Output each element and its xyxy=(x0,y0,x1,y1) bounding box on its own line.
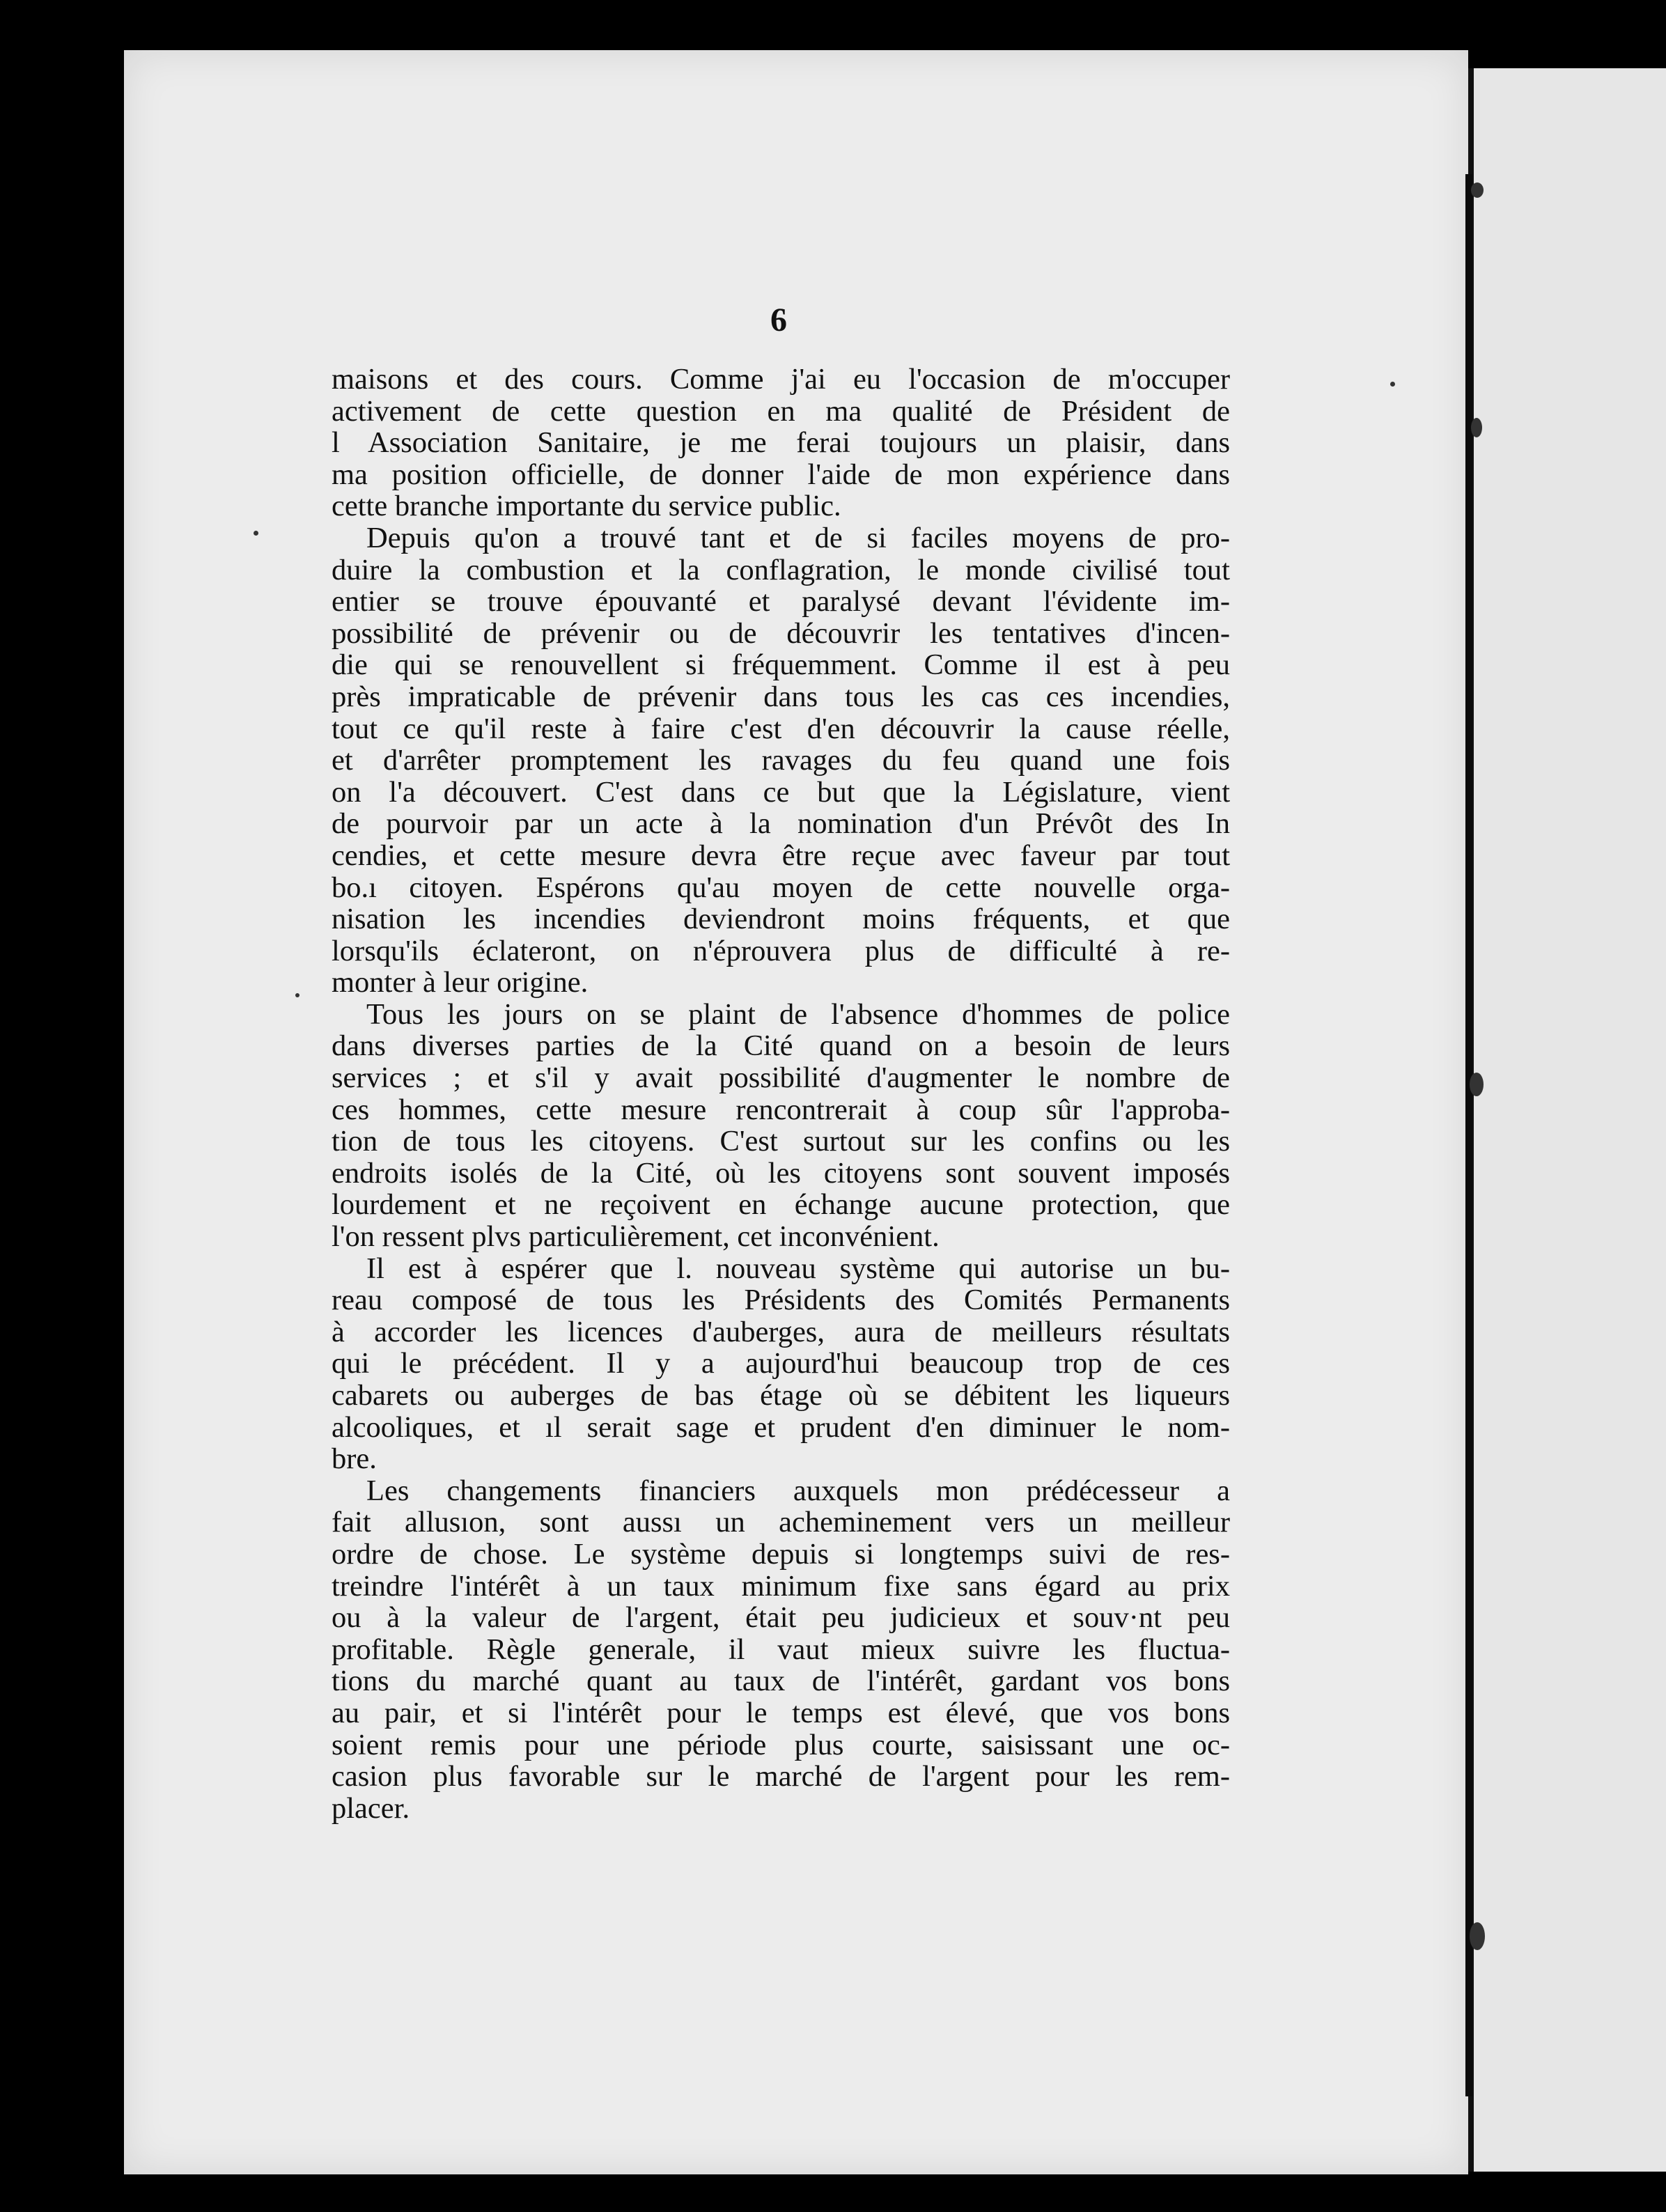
paragraph-2 xyxy=(332,522,1230,999)
paragraph-3 xyxy=(332,999,1230,1253)
paragraph-1 xyxy=(332,364,1230,522)
facing-page-edge xyxy=(1468,68,1666,2172)
dust-speck xyxy=(1390,382,1395,387)
text-line: l Association Sanitaire, je me ferai toujours un plaisir, dans xyxy=(332,426,1230,460)
text-line: Il est à espérer que l. nouveau système qui autorise un bu- xyxy=(366,1252,1230,1285)
paragraph-5 xyxy=(332,1475,1230,1825)
text-line: ordre de chose. Le système depuis si longtemps suivi de res- xyxy=(332,1537,1230,1571)
binding-mark xyxy=(1470,1073,1484,1096)
text-line: maisons et des cours. Comme j'ai eu l'occasion de m'occuper xyxy=(332,363,1230,396)
text-line: ou à la valeur de l'argent, était peu judicieux et souv·nt peu xyxy=(332,1601,1230,1635)
text-line: tout ce qu'il reste à faire c'est d'en découvrir la cause réelle, xyxy=(332,712,1230,745)
text-line: nisation les incendies deviendront moins fréquents, et que xyxy=(332,903,1230,936)
text-line: placer. xyxy=(332,1791,410,1825)
text-line: près impraticable de prévenir dans tous les cas ces incendies, xyxy=(332,680,1230,713)
text-line: entier se trouve épouvanté et paralysé devant l'évidente im- xyxy=(332,585,1230,618)
text-line: alcooliques, et ıl serait sage et prudent d'en diminuer le nom- xyxy=(332,1410,1230,1444)
text-line: monter à leur origine. xyxy=(332,966,589,999)
text-line: duire la combustion et la conflagration, le monde civilisé tout xyxy=(332,553,1230,586)
text-line: soient remis pour une période plus courte, saisissant une oc- xyxy=(332,1728,1230,1761)
text-line: lorsqu'ils éclateront, on n'éprouvera plus de difficulté à re- xyxy=(332,934,1230,967)
text-line: à accorder les licences d'auberges, aura de meilleurs résultats xyxy=(332,1315,1230,1348)
dust-speck xyxy=(254,531,258,536)
text-line: services ; et s'il y avait possibilité d'augmenter le nombre de xyxy=(332,1061,1230,1095)
text-line: profitable. Règle generale, il vaut mieux suivre les fluctua- xyxy=(332,1633,1230,1666)
binding-mark xyxy=(1470,1922,1485,1950)
text-line: cette branche importante du service public. xyxy=(332,490,841,523)
page-number: 6 xyxy=(770,302,787,338)
text-line: lourdement et ne reçoivent en échange aucune protection, que xyxy=(332,1188,1230,1222)
dust-speck xyxy=(295,993,299,997)
text-line: cendies, et cette mesure devra être reçue avec faveur par tout xyxy=(332,839,1230,872)
text-line: au pair, et si l'intérêt pour le temps est élevé, que vos bons xyxy=(332,1696,1230,1729)
text-line: reau composé de tous les Présidents des Comités Permanents xyxy=(332,1284,1230,1317)
text-line: possibilité de prévenir ou de découvrir les tentatives d'incen- xyxy=(332,616,1230,650)
text-line: Depuis qu'on a trouvé tant et de si faciles moyens de pro- xyxy=(366,521,1230,554)
text-line: de pourvoir par un acte à la nomination d'un Prévôt des In xyxy=(332,807,1230,841)
text-line: dans diverses parties de la Cité quand on a besoin de leurs xyxy=(332,1029,1230,1063)
text-line: on l'a découvert. C'est dans ce but que la Législature, vient xyxy=(332,775,1230,809)
text-line: cabarets ou auberges de bas étage où se débitent les liqueurs xyxy=(332,1379,1230,1412)
paragraph-4 xyxy=(332,1253,1230,1475)
text-line: treindre l'intérêt à un taux minimum fixe sans égard au prix xyxy=(332,1569,1230,1603)
text-line: ces hommes, cette mesure rencontrerait à coup sûr l'approba- xyxy=(332,1093,1230,1126)
text-line: Tous les jours on se plaint de l'absence d'hommes de police xyxy=(366,997,1230,1031)
text-line: ma position officielle, de donner l'aide de mon expérience dans xyxy=(332,458,1230,491)
text-line: l'on ressent plvs particulièrement, cet inconvénient. xyxy=(332,1220,940,1254)
text-line: tions du marché quant au taux de l'intérêt, gardant vos bons xyxy=(332,1665,1230,1698)
text-line: qui le précédent. Il y a aujourd'hui beaucoup trop de ces xyxy=(332,1347,1230,1380)
binding-mark xyxy=(1471,418,1482,437)
text-line: die qui se renouvellent si fréquemment. Comme il est à peu xyxy=(332,648,1230,682)
text-line: bo.ı citoyen. Espérons qu'au moyen de cette nouvelle orga- xyxy=(332,871,1230,904)
text-line: bre. xyxy=(332,1442,377,1476)
binding-mark xyxy=(1471,182,1484,198)
text-line: endroits isolés de la Cité, où les citoyens sont souvent imposés xyxy=(332,1156,1230,1190)
body-text xyxy=(332,364,1230,1824)
text-line: tion de tous les citoyens. C'est surtout sur les confins ou les xyxy=(332,1125,1230,1158)
text-line: casion plus favorable sur le marché de l'argent pour les rem- xyxy=(332,1760,1230,1793)
text-line: Les changements financiers auxquels mon prédécesseur a xyxy=(366,1474,1230,1507)
binding-shadow xyxy=(1465,174,1472,2096)
text-line: et d'arrêter promptement les ravages du feu quand une fois xyxy=(332,744,1230,777)
text-line: fait allusıon, sont aussı un acheminement vers un meilleur xyxy=(332,1506,1230,1539)
text-line: activement de cette question en ma qualité de Président de xyxy=(332,394,1230,428)
